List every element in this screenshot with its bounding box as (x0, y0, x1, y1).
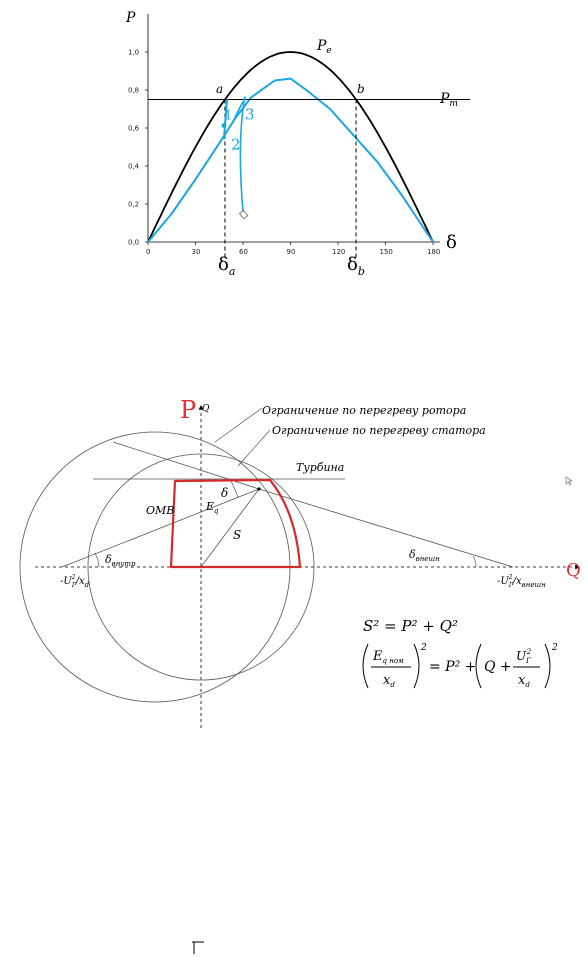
q-axis-handwritten: Q (566, 560, 581, 581)
s-label: S (233, 528, 242, 542)
operating-point (257, 487, 260, 490)
svg-text:= P² +: = P² + (429, 659, 477, 675)
point-b-label: b (357, 82, 365, 96)
delta-b-label: $\delta_b$ (347, 254, 365, 278)
eq-label: $E_q$ (206, 500, 219, 515)
handmark-dot (222, 123, 227, 128)
stator-leader (238, 430, 270, 466)
delta-outer-arc (473, 556, 476, 567)
x-tick-label: 120 (332, 248, 346, 256)
x-tick-label: 150 (379, 248, 393, 256)
x-tick-label: 30 (191, 248, 201, 256)
omv-label: ОМВ (146, 504, 175, 517)
svg-text:xd: $x_d$ (518, 673, 530, 689)
pe-label: $P_e$ (317, 38, 332, 56)
x-tick-label: 60 (239, 248, 248, 256)
svg-text:Eq ном: $E_{q ном}$ (373, 649, 404, 665)
handwritten-mark-3: 3 (244, 105, 255, 124)
delta-arc (231, 481, 238, 498)
equation-1: S² = P² + Q² (363, 617, 458, 635)
svg-text:Q +: Q + (484, 659, 512, 675)
handwritten-mark-2: 2 (230, 135, 241, 154)
delta-outer-label: $\delta_{внешн}$ (409, 548, 440, 563)
ext-line-right (259, 489, 513, 567)
svg-text:2: 2 (421, 643, 427, 653)
svg-text:2: 2 (552, 643, 558, 653)
x-axis-label: δ (446, 232, 457, 253)
y-tick-label: 0,0 (128, 238, 140, 247)
rotor-limit-label: Ограничение по перегреву ротора (262, 404, 467, 417)
y-tick-label: 1,0 (128, 48, 140, 57)
svg-text:xd: $x_d$ (383, 673, 395, 689)
series-pe-line (148, 52, 433, 242)
u-right-label: $-U_Г2/x_{внешн}$ (497, 574, 546, 589)
stator-limit-label: Ограничение по перегреву статора (272, 424, 486, 437)
point-a-label: a (216, 82, 224, 96)
handwritten-mark-1: 1 (223, 108, 233, 124)
bar-symbol-icon (190, 940, 210, 954)
p-axis-handwritten: P (180, 396, 197, 424)
y-axis-label: P (126, 10, 136, 26)
y-tick-label: 0,8 (128, 86, 140, 95)
operating-region (171, 480, 300, 567)
delta-inner-label: $\delta_{внутр}$ (105, 553, 136, 568)
capability-diagram (0, 390, 588, 750)
u-left-label: $-U_Г2/x_d$ (60, 574, 90, 589)
handmark-eraser (239, 210, 247, 219)
eq-vector (62, 489, 259, 567)
delta-a-label: $\delta_a$ (218, 254, 236, 278)
power-angle-chart (0, 0, 588, 290)
q-axis-label: Q (202, 404, 210, 414)
svg-text:UГ2: $U_Г2$ (516, 648, 532, 665)
x-tick-label: 0 (146, 248, 151, 256)
y-tick-label: 0,2 (128, 200, 140, 209)
cursor-icon (565, 476, 573, 486)
chart-plot-area (128, 14, 470, 258)
delta-label: δ (221, 486, 229, 500)
y-tick-label: 0,4 (128, 162, 140, 171)
equation-2 (363, 643, 558, 689)
rotor-leader (215, 408, 262, 442)
x-tick-label: 90 (286, 248, 296, 256)
turbine-label: Турбина (296, 461, 345, 474)
delta-inner-arc (95, 553, 99, 567)
x-tick-label: 180 (427, 248, 441, 256)
pt-label: $P_т$ (440, 91, 458, 109)
series-handdrawn-line (148, 79, 433, 242)
y-tick-label: 0,6 (128, 124, 140, 133)
